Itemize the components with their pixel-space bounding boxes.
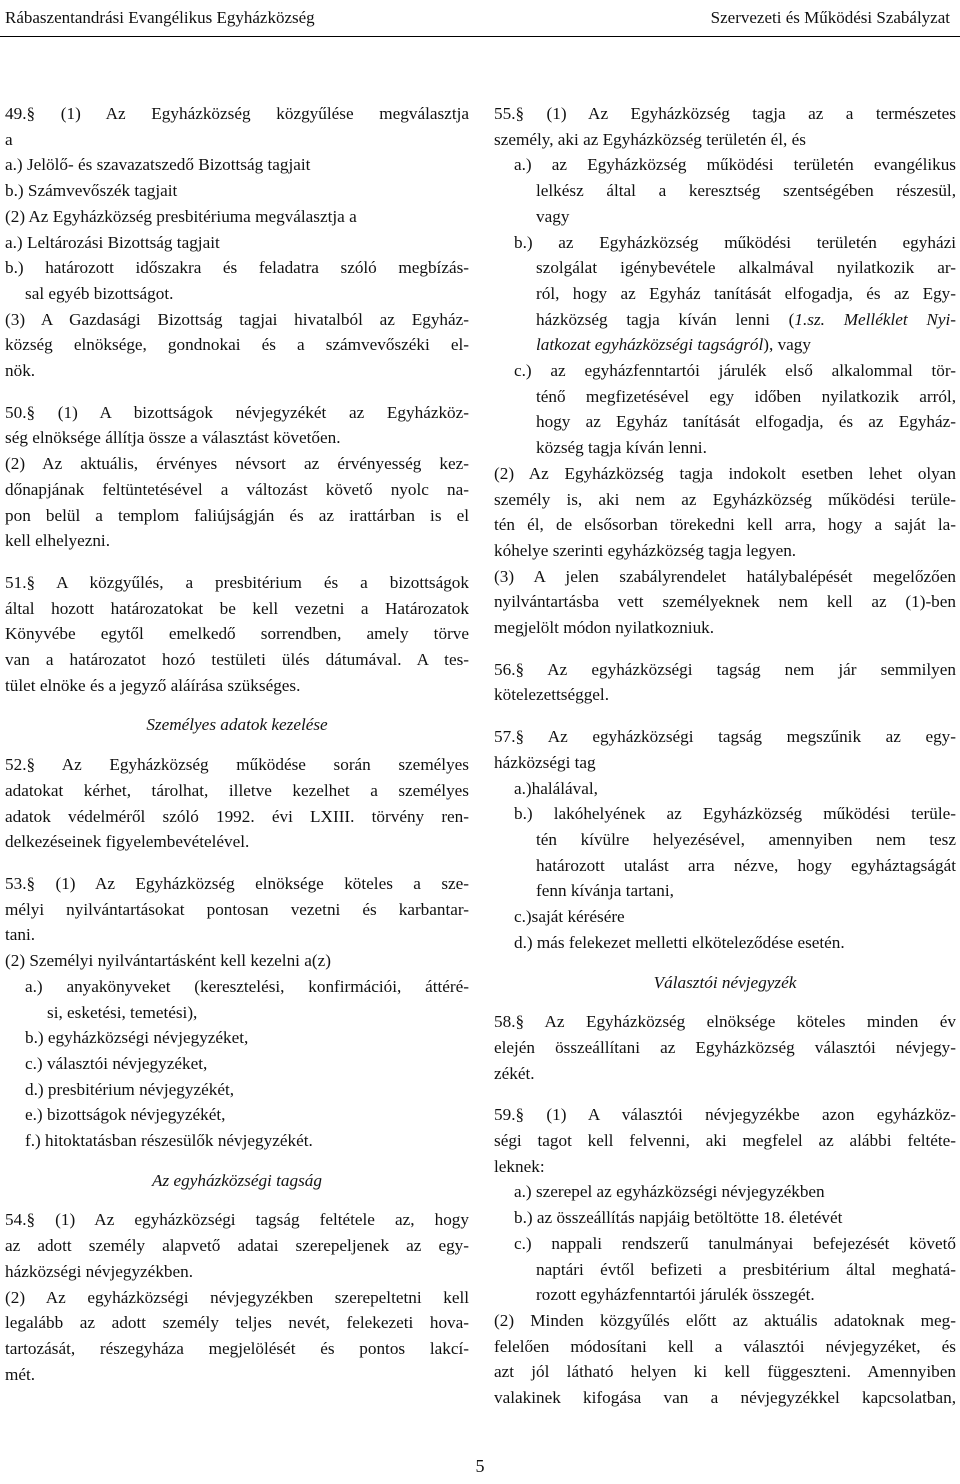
list-item: d.) presbitérium névjegyzékét, (25, 1079, 235, 1099)
section-50-line: pon belül a templom faliújságján és az irattárban is el (5, 505, 469, 525)
section-heading-voter-register: Választói névjegyzék (653, 972, 797, 992)
section-52-line: adatok védelméről szóló 1992. évi LXIII. törvény ren- (5, 806, 469, 826)
section-55-line: nyilvántartásba vett személyeknek nem kell az (1)-ben (494, 592, 956, 612)
list-item-cont: latkozat egyházközségi tagságról), vagy (536, 335, 811, 355)
section-58-line: elején összeállítani az Egyházközség választói névjegy- (494, 1037, 956, 1057)
header-document-title: Szervezeti és Működési Szabályzat (710, 8, 950, 27)
list-item: f.) hitoktatásban részesülők névjegyzékét. (25, 1131, 313, 1151)
list-item-cont: határozott utalást arra nézve, hogy egyháztagságát (536, 855, 956, 875)
section-57-line: házközségi tag (494, 752, 596, 772)
list-item: c.)saját kérésére (514, 907, 625, 927)
section-49-line: 49.§ (1) Az Egyházközség közgyűlése megválasztja (5, 104, 469, 123)
list-item-cont: község tagja kíván lenni. (536, 438, 707, 458)
list-item-cont: ról, hogy az Egyház tanítását elfogadja, és az Egy- (536, 283, 956, 303)
section-52-line: delkezéseinek figyelembevételével. (5, 832, 250, 852)
section-56-line: kötelezettséggel. (494, 685, 610, 705)
section-53-line: tani. (5, 925, 36, 945)
section-54-line: 54.§ (1) Az egyházközségi tagság feltétele az, hogy (5, 1210, 469, 1230)
section-49-line: (3) A Gazdasági Bizottság tagjai hivatalból az Egyház- (5, 309, 469, 329)
list-item-cont: fenn kívánja tartani, (536, 881, 674, 901)
section-49-line: (2) Az Egyházközség presbitériuma megválasztja a (5, 206, 357, 226)
list-item-cont: si, esketési, temetési), (47, 1002, 198, 1022)
section-heading-personal-data: Személyes adatok kezelése (146, 715, 328, 735)
list-item: c.) az egyházfenntartói járulék első alkalommal tör- (514, 361, 956, 381)
section-59-line: valakinek kifogása van a névjegyzékkel kapcsolatban, (494, 1388, 956, 1408)
section-49-line: a (5, 129, 13, 149)
section-53-line: mélyi nyilvántartásokat pontosan vezetni és karbantar- (5, 899, 469, 919)
annex-reference: latkozat egyházközségi tagságról (536, 335, 764, 355)
right-column (494, 101, 956, 1411)
list-item: e.) bizottságok névjegyzékét, (25, 1105, 226, 1125)
section-55-line: megjelölt módon nyilatkozniuk. (494, 618, 715, 638)
section-55-line: személy, aki az Egyházközség területén él, és (494, 129, 806, 149)
section-55-line: 55.§ (1) Az Egyházközség tagja az a természetes (494, 104, 956, 123)
list-item: c.) választói névjegyzéket, (25, 1053, 208, 1073)
section-59-line: leknek: (494, 1156, 545, 1176)
section-55-line: tén él, de elsősorban törekedni kell arra, hogy a saját la- (494, 515, 956, 535)
section-50-line: ség elnöksége állítja össze a választást követően. (5, 428, 341, 448)
section-59-line: felelően módosítani kell a választói névjegyzéket, és (494, 1336, 956, 1356)
list-item-cont: ténő megfizetésével egy időben nyilatkozik arról, (536, 386, 956, 406)
left-column (5, 101, 469, 1387)
section-53-line: (2) Személyi nyilvántartásként kell kezelni a(z) (5, 951, 331, 971)
list-item: b.) az összeállítás napjáig betöltötte 18. életévét (514, 1208, 843, 1228)
list-item: c.) nappali rendszerű tanulmányai befejezését követő (514, 1233, 956, 1253)
section-59-line: azt jól látható helyen ki kell függeszteni. Amennyiben (494, 1362, 956, 1382)
section-51-line: van a határozatot hozó testületi ülés dátumával. A tes- (5, 650, 469, 670)
section-50-line: kell elhelyezni. (5, 531, 110, 551)
annex-reference: 1.sz. Melléklet Nyi- (794, 309, 956, 329)
section-57-line: 57.§ Az egyházközségi tagság megszűnik az egy- (494, 727, 956, 747)
section-54-line: tartozását, részegyháza megjelölését és pontos lakcí- (5, 1338, 469, 1358)
section-59-line: (2) Minden közgyűlés előtt az aktuális adatoknak meg- (494, 1310, 956, 1330)
section-55-line: kóhelye szerinti egyházközség tagja legyen. (494, 540, 797, 560)
header-rule (0, 36, 960, 37)
section-49-line: nök. (5, 361, 36, 381)
list-item: a.) Leltározási Bizottság tagjait (5, 232, 220, 252)
section-55-line: személy is, aki nem az Egyházközség működési terüle- (494, 489, 956, 509)
list-item: a.)halálával, (514, 778, 598, 798)
section-55-line: (2) Az Egyházközség tagja indokolt esetben lehet olyan (494, 463, 956, 483)
list-item-cont: vagy (536, 206, 570, 226)
list-item-cont: tén kívülre helyezésével, amennyiben nem tesz (536, 829, 956, 849)
section-51-line: által hozott határozatokat be kell vezetni a Határozatok (5, 598, 469, 618)
list-item: a.) anyakönyveket (keresztelési, konfirmációi, áttéré- (25, 976, 469, 996)
section-51-line: tület elnöke és a jegyző aláírása szükséges. (5, 675, 301, 695)
list-item: a.) az Egyházközség működési területén evangélikus (514, 155, 956, 175)
section-49-line: község elnöksége, gondnokai és a számvevőszéki el- (5, 335, 469, 355)
section-50-line: dőnapjának feltüntetésével a változást követő nyolc na- (5, 479, 469, 499)
list-item-cont: naptári évtől befizeti a presbitérium által meghatá- (536, 1259, 956, 1279)
list-item: a.) Jelölő- és szavazatszedő Bizottság tagjait (5, 155, 311, 175)
section-54-line: az adott személy alapvető adatai szerepeljenek az egy- (5, 1236, 469, 1256)
section-53-line: 53.§ (1) Az Egyházközség elnöksége köteles a sze- (5, 873, 469, 893)
section-54-line: (2) Az egyházközségi névjegyzékben szerepeltetni kell (5, 1287, 469, 1307)
section-55-line: (3) A jelen szabályrendelet hatálybalépését megelőzően (494, 566, 956, 586)
section-54-line: házközségi névjegyzékben. (5, 1261, 194, 1281)
list-item-cont: lelkész által a keresztség szentségében részesül, (536, 181, 956, 201)
section-58-line: zékét. (494, 1063, 535, 1083)
section-50-line: 50.§ (1) A bizottságok névjegyzékét az Egyházköz- (5, 402, 469, 422)
section-50-line: (2) Az aktuális, érvényes névsort az érvényesség kez- (5, 454, 469, 474)
section-51-line: 51.§ A közgyűlés, a presbitérium és a bizottságok (5, 572, 469, 592)
section-54-line: mét. (5, 1364, 36, 1384)
section-58-line: 58.§ Az Egyházközség elnöksége köteles minden év (494, 1012, 956, 1032)
list-item-cont: sal egyéb bizottságot. (25, 283, 174, 303)
header-organization: Rábaszentandrási Evangélikus Egyházközség (5, 8, 315, 27)
list-item: b.) az Egyházközség működési területén egyházi (514, 232, 956, 252)
list-item: b.) egyházközségi névjegyzéket, (25, 1028, 249, 1048)
section-52-line: 52.§ Az Egyházközség működése során személyes (5, 755, 469, 775)
section-59-line: ségi tagot kell felvenni, aki megfelel az alábbi feltéte- (494, 1131, 956, 1151)
section-56-line: 56.§ Az egyházközségi tagság nem jár semmilyen (494, 659, 956, 679)
list-item: b.) lakóhelyének az Egyházközség működési terüle- (514, 804, 956, 824)
list-item: b.) Számvevőszék tagjait (5, 181, 178, 201)
section-heading-membership: Az egyházközségi tagság (152, 1170, 322, 1190)
list-item-cont: házközség tagja kíván lenni (1.sz. Melléklet Nyi- (536, 309, 956, 329)
section-51-line: Könyvébe egytől emelkedő sorrendben, amely törve (5, 624, 469, 644)
section-54-line: legalább az adott személy teljes nevét, felekezeti hova- (5, 1313, 469, 1333)
list-item: d.) más felekezet melletti elköteleződése esetén. (514, 932, 845, 952)
page-number: 5 (475, 1456, 485, 1476)
list-item-cont: szolgálat igénybevétele alkalmával nyilatkozik ar- (536, 258, 956, 278)
list-item: b.) határozott időszakra és feladatra szóló megbízás- (5, 258, 469, 278)
section-59-line: 59.§ (1) A választói névjegyzékbe azon egyházköz- (494, 1105, 956, 1125)
list-item-cont: rozott egyházfenntartói járulék összegét. (536, 1285, 815, 1305)
list-item-cont: hogy az Egyház tanítását elfogadja, és az Egyház- (536, 412, 956, 432)
list-item: a.) szerepel az egyházközségi névjegyzékben (514, 1182, 825, 1202)
section-52-line: adatokat kérhet, tárolhat, illetve kezelhet a személyes (5, 780, 469, 800)
